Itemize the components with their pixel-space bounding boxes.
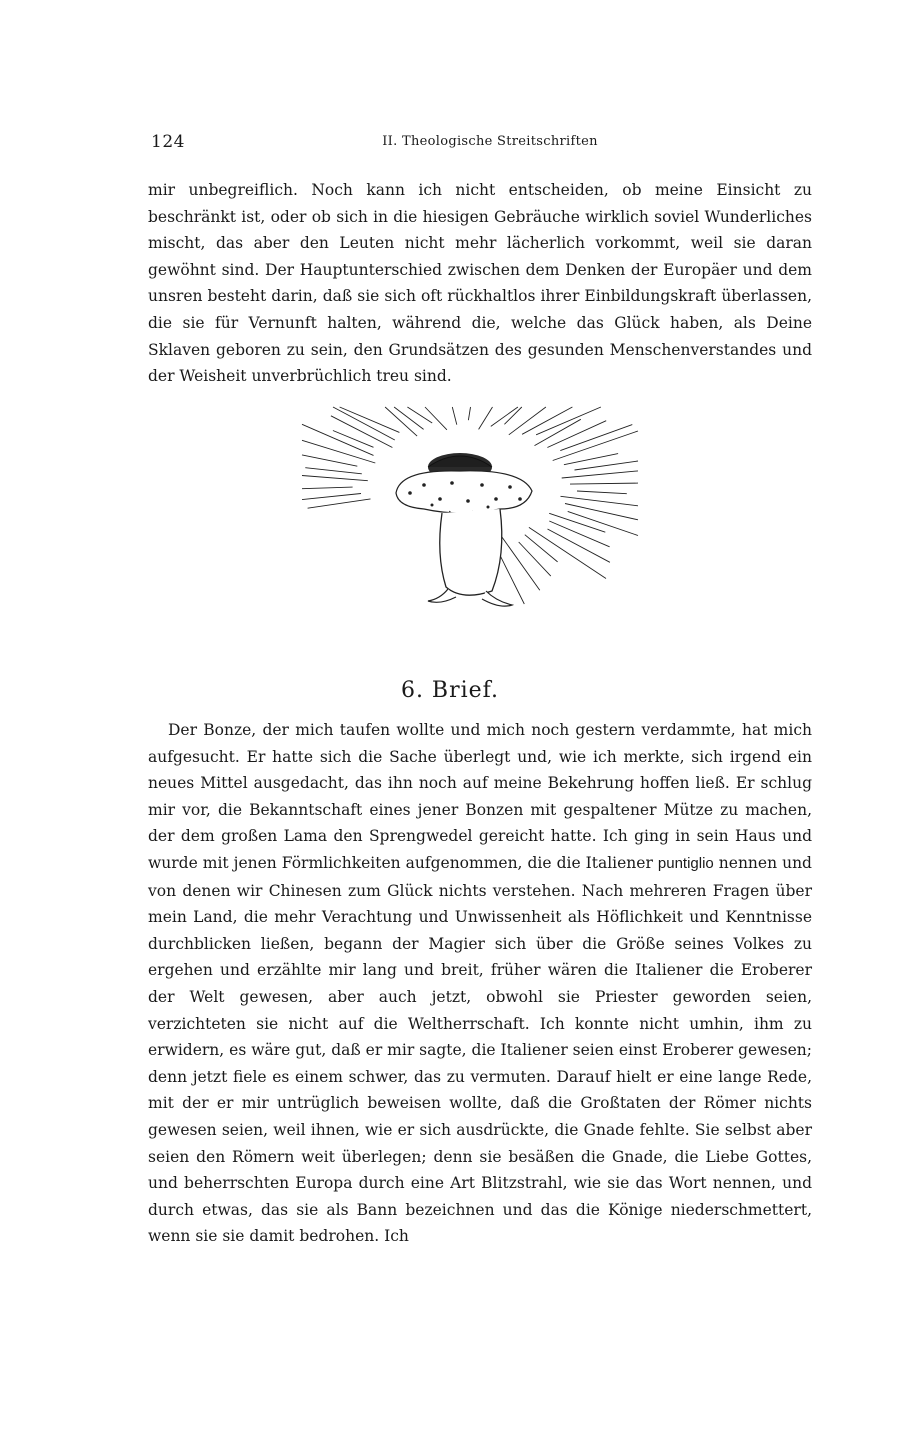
ray-line — [333, 431, 374, 448]
ray-line — [425, 407, 447, 430]
ray-line — [305, 468, 362, 474]
ray-line — [509, 407, 546, 435]
ray-line — [340, 407, 400, 432]
ray-line — [564, 454, 618, 465]
ray-line — [302, 476, 368, 481]
ray-line — [570, 483, 638, 484]
ray-line — [479, 407, 493, 429]
continuation-text: mir unbegreiflich. Noch kann ich nicht entscheiden, ob meine Einsicht zu beschränkt ist, oder ob sich in die hiesigen Gebräuche wirklich soviel Wunderliches mischt, das aber den Leuten nicht mehr lächerlich vorkommt, weil sie daran gewöhnt sind. Der Hauptunterschied zwischen dem Denken der Europäer und dem unsren besteht darin, daß sie sich oft rückhaltlos ihrer Einbildungskraft überlassen, die sie für Vernunft halten, während die, welche das Glück haben, als Deine Sklaven geboren zu sein, den Grundsätzen des gesunden Menschenverstandes und der Weisheit unverbrüchlich treu sind. — [148, 181, 812, 386]
ray-line — [549, 513, 605, 532]
ray-line — [452, 407, 457, 425]
ray-line — [385, 407, 417, 436]
ray-line — [536, 407, 601, 435]
letter-paragraph — [148, 717, 812, 1250]
ray-line — [504, 407, 521, 424]
foreign-word: puntiglio — [657, 854, 714, 872]
ray-line — [468, 407, 470, 420]
ray-line — [333, 407, 395, 440]
letter-text — [148, 717, 812, 1250]
ray-line — [302, 494, 361, 500]
ray-line — [502, 537, 540, 590]
ray-line — [519, 542, 551, 576]
ray-line — [562, 471, 638, 478]
ray-line — [575, 461, 639, 470]
ray-line — [561, 496, 639, 506]
ray-line — [308, 499, 371, 508]
ray-line — [565, 504, 638, 520]
letter-heading: 6. Brief. — [400, 678, 500, 703]
ray-line — [491, 407, 518, 426]
ray-line — [549, 521, 609, 547]
ray-line — [394, 407, 424, 429]
ray-line — [302, 455, 357, 466]
page-number: 124 — [151, 132, 185, 152]
letter-text-after: nennen und von denen wir Chinesen zum Glück nichts verstehen. Nach mehreren Fragen über mein Land, die mehr Verachtung und Unwissenheit als Höflichkeit und Kenntnisse durchblicken ließen, begann der Magier sich über die Größe seines Volkes zu ergehen und erzählte mir lang und breit, früher wären die Italiener die Eroberer der Welt gewesen, aber auch jetzt, obwohl sie Priester geworden seien, verzichteten sie nicht auf die Weltherrschaft. Ich konnte nicht umhin, ihm zu erwidern, es wäre gut, daß er mir sagte, die Italiener seien einst Eroberer gewesen; denn jetzt fiele es einem schwer, das zu vermuten. Darauf hielt er eine lange Rede, mit der er mir untrüglich beweisen wollte, daß die Großtaten der Römer nichts gewesen seien, weil ihnen, wie er sich ausdrückte, die Gnade fehlte. Sie selbst aber seien den Römern weit überlegen; denn sie besäßen die Gnade, die Liebe Gottes, und beherrschten Europa durch eine Art Blitzstrahl, wie sie das Wort nennen, und durch etwas, das sie als Bann bezeichnen und das die Könige niederschmettert, wenn sie sie damit bedrohen. Ich — [148, 853, 813, 1246]
continuation-paragraph — [148, 177, 812, 390]
ray-line — [302, 424, 374, 455]
ray-line — [302, 487, 353, 489]
ray-line — [407, 407, 432, 423]
ray-line — [577, 491, 627, 494]
ray-line — [525, 535, 558, 562]
letter-text-before: Der Bonze, der mich taufen wollte und mich noch gestern verdammte, hat mich aufgesucht. Er hatte sich die Sache überlegt und, wie ich merkte, sich irgend ein neues Mittel ausgedacht, das ihn noch auf meine Bekehrung hoffen ließ. Er schlug mir vor, die Bekanntschaft eines jener Bonzen mit gespaltener Mütze zu machen, der dem großen Lama den Sprengwedel gereicht hatte. Ich ging in sein Haus und wurde mit jenen Förmlichkeiten aufgenommen, die die Italiener — [148, 721, 812, 872]
ray-line — [560, 425, 632, 451]
ray-line — [547, 421, 606, 448]
radiant-cardinal-hat-vignette-icon — [300, 405, 640, 625]
running-head: II. Theologische Streitschriften — [382, 134, 598, 149]
ray-line — [529, 527, 606, 578]
ray-line — [553, 431, 638, 461]
